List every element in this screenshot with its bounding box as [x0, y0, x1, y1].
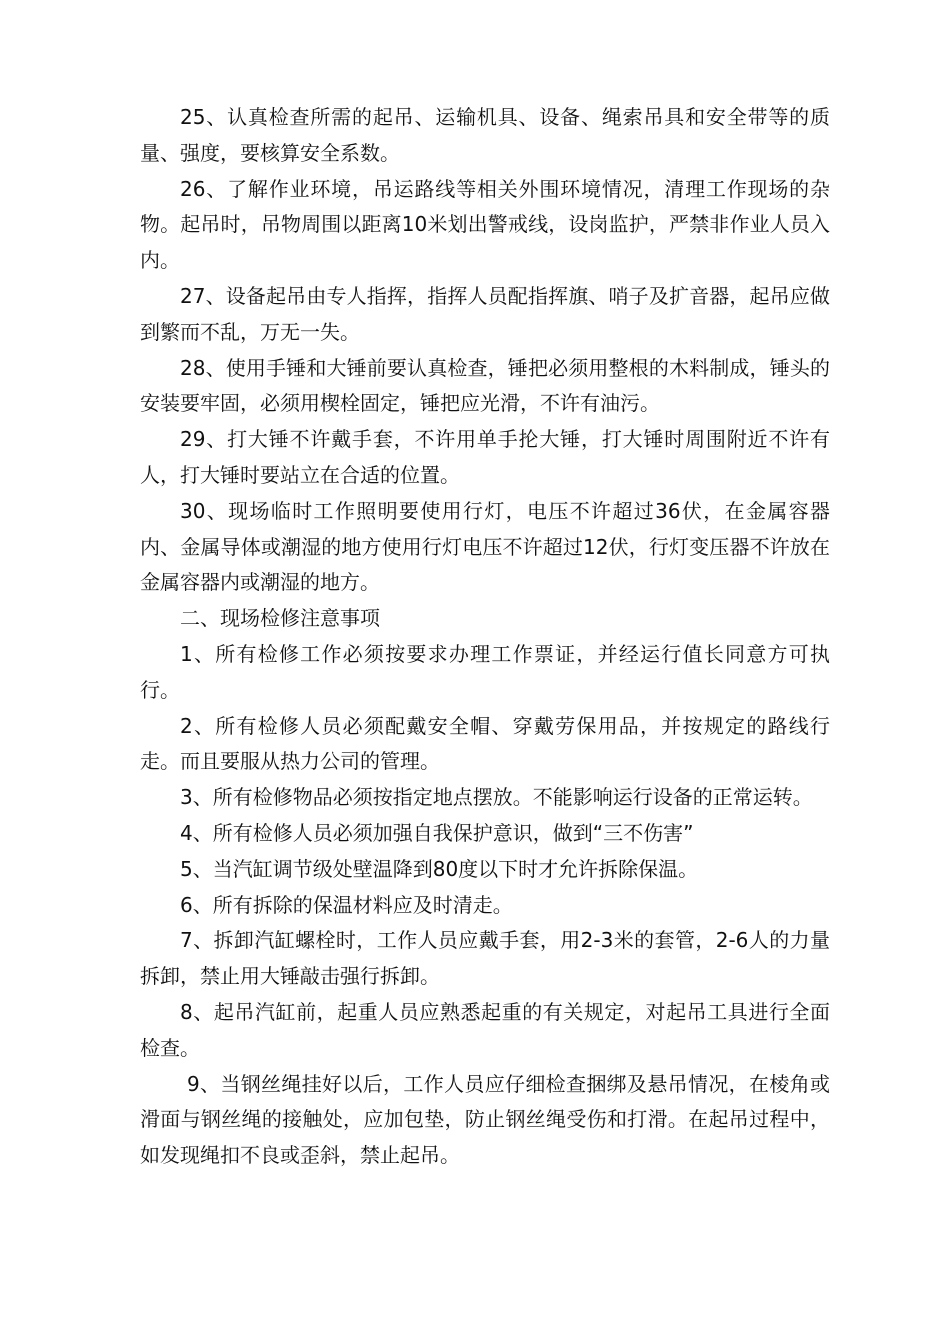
paragraph-item-29: 29、打大锤不许戴手套，不许用单手抡大锤，打大锤时周围附近不许有人，打大锤时要站立在合适的位置。: [140, 427, 830, 487]
paragraph-item-7: 7、拆卸汽缸螺栓时，工作人员应戴手套，用2-3米的套管，2-6人的力量拆卸，禁止用大锤敲击强行拆卸。: [140, 928, 830, 989]
paragraph-item-1: 1、所有检修工作必须按要求办理工作票证，并经运行值长同意方可执行。: [140, 641, 830, 702]
paragraph-item-4: 4、所有检修人员必须加强自我保护意识，做到“三不伤害”: [180, 820, 694, 845]
paragraph-item-26: 26、了解作业环境，吊运路线等相关外围环境情况，清理工作现场的杂物。起吊时，吊物周围以距离10米划出警戒线，设岗监护，严禁非作业人员入内。: [140, 176, 830, 273]
paragraph-item-5: 5、当汽缸调节级处壁温降到80度以下时才允许拆除保温。: [180, 856, 699, 881]
paragraph-item-6: 6、所有拆除的保温材料应及时清走。: [180, 892, 513, 917]
paragraph-item-27: 27、设备起吊由专人指挥，指挥人员配指挥旗、哨子及扩音器，起吊应做到繁而不乱，万无一失。: [140, 283, 830, 344]
paragraph-item-2: 2、所有检修人员必须配戴安全帽、穿戴劳保用品，并按规定的路线行走。而且要服从热力公司的管理。: [140, 713, 830, 774]
paragraph-item-9: 9、当钢丝绳挂好以后，工作人员应仔细检查捆绑及悬吊情况，在棱角或滑面与钢丝绳的接触处，应加包垫，防止钢丝绳受伤和打滑。在起吊过程中，如发现绳扣不良或歪斜，禁止起吊。: [140, 1071, 830, 1168]
paragraph-item-3: 3、所有检修物品必须按指定地点摆放。不能影响运行设备的正常运转。: [180, 785, 813, 810]
paragraph-item-28: 28、使用手锤和大锤前要认真检查，锤把必须用整根的木料制成，锤头的安装要牢固，必须用楔栓固定，锤把应光滑，不许有油污。: [140, 355, 830, 416]
paragraph-item-30: 30、现场临时工作照明要使用行灯，电压不许超过36伏，在金属容器内、金属导体或潮湿的地方使用行灯电压不许超过12伏，行灯变压器不许放在金属容器内或潮湿的地方。: [140, 498, 830, 595]
section-heading: 二、现场检修注意事项: [180, 606, 380, 631]
document-body: [140, 100, 830, 1174]
paragraph-item-8: 8、起吊汽缸前，起重人员应熟悉起重的有关规定，对起吊工具进行全面检查。: [140, 999, 830, 1060]
paragraph-item-25: 25、认真检查所需的起吊、运输机具、设备、绳索吊具和安全带等的质量、强度，要核算安全系数。: [140, 105, 830, 165]
